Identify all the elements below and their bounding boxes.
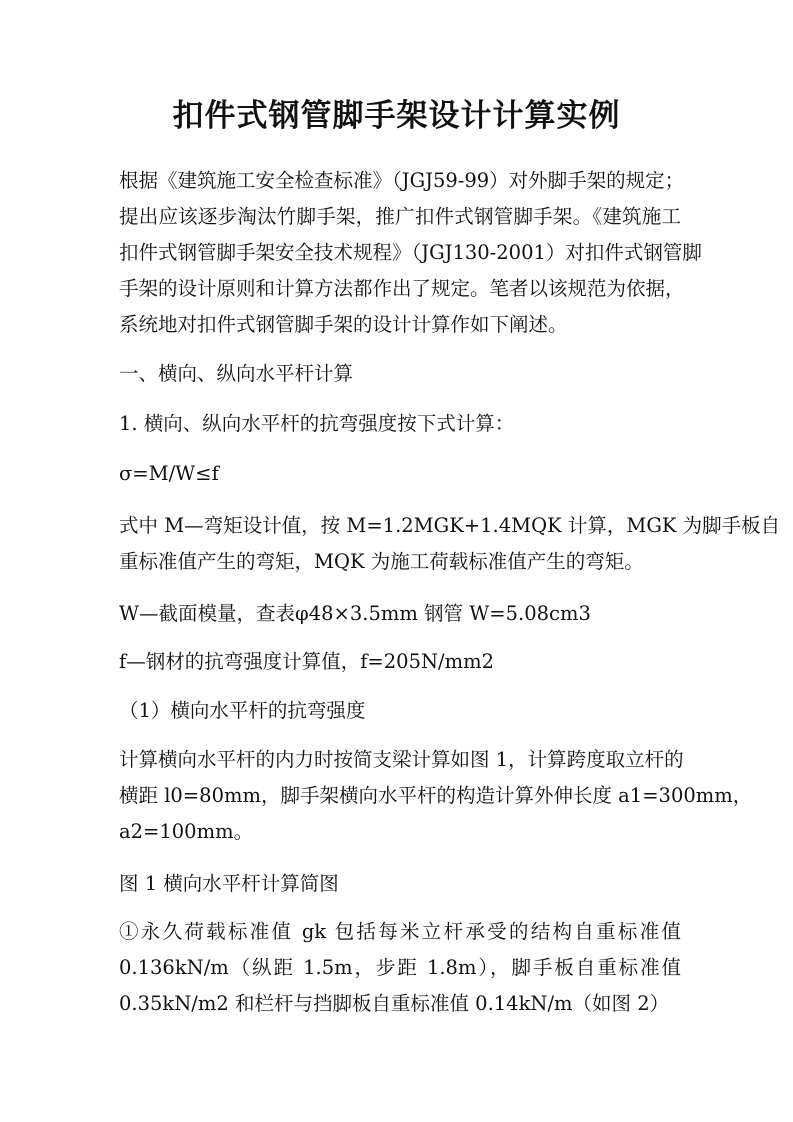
gk-line: ①永久荷载标准值 gk 包括每米立杆承受的结构自重标准值: [119, 920, 681, 943]
gk-paragraph: [119, 914, 681, 1022]
intro-line: 扣件式钢管脚手架安全技术规程》（JGJ130-2001）对扣件式钢管脚: [119, 241, 702, 264]
section-heading-1: 一、横向、纵向水平杆计算: [119, 362, 354, 385]
m-def-line: 重标准值产生的弯矩，MQK 为施工荷载标准值产生的弯矩。: [119, 550, 644, 573]
intro-line: 系统地对扣件式钢管脚手架的设计计算作如下阐述。: [119, 313, 568, 336]
page-title: 扣件式钢管脚手架设计计算实例: [172, 98, 621, 134]
calc-line: 计算横向水平杆的内力时按简支梁计算如图 1，计算跨度取立杆的: [119, 748, 684, 771]
formula: σ=M/W≤f: [119, 462, 219, 485]
calc-line: 横距 l0=80mm，脚手架横向水平杆的构造计算外伸长度 a1=300mm，: [119, 784, 753, 807]
gk-line: 0.136kN/m（纵距 1.5m，步距 1.8m），脚手板自重标准值: [119, 956, 681, 979]
intro-line: 根据《建筑施工安全检查标准》（JGJ59-99）对外脚手架的规定；: [119, 169, 685, 192]
w-definition: W—截面模量，查表φ48×3.5mm 钢管 W=5.08cm3: [119, 602, 591, 625]
calc-line: a2=100mm。: [119, 820, 254, 843]
gk-line: 0.35kN/m2 和栏杆与挡脚板自重标准值 0.14kN/m（如图 2）: [119, 992, 670, 1015]
item-heading-1: 1. 横向、纵向水平杆的抗弯强度按下式计算：: [119, 412, 515, 435]
intro-paragraph: [119, 163, 702, 343]
f-definition: f—钢材的抗弯强度计算值，f=205N/mm2: [119, 650, 495, 673]
calc-paragraph: [119, 742, 753, 850]
intro-line: 手架的设计原则和计算方法都作出了规定。笔者以该规范为依据，: [119, 277, 685, 300]
m-def-line: 式中 M—弯矩设计值，按 M=1.2MGK+1.4MQK 计算，MGK 为脚手板自: [119, 514, 781, 537]
sub-heading-1: （1）横向水平杆的抗弯强度: [119, 699, 366, 722]
figure-caption-1: 图 1 横向水平杆计算简图: [119, 872, 339, 895]
intro-line: 提出应该逐步淘汰竹脚手架，推广扣件式钢管脚手架。《建筑施工: [119, 205, 681, 228]
m-definition-paragraph: [119, 508, 781, 580]
